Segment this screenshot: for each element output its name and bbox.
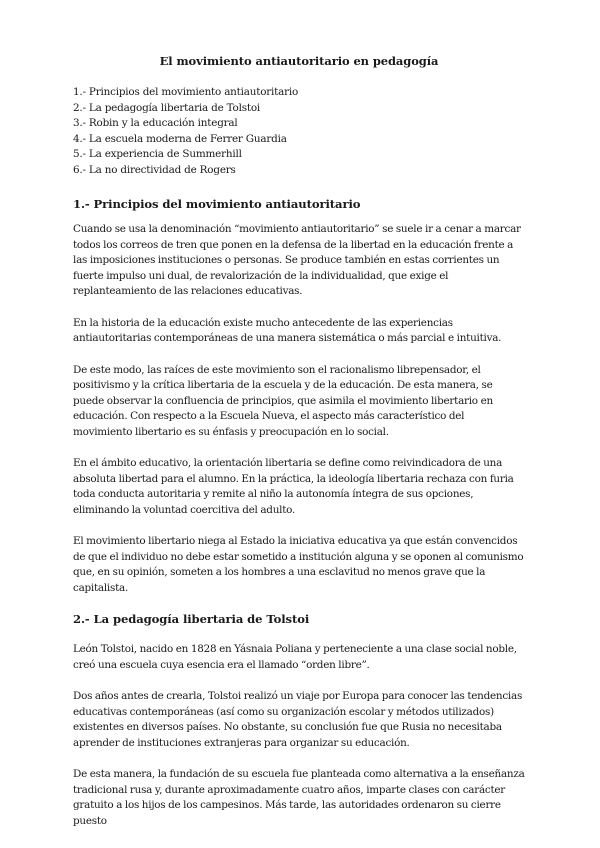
table-of-contents — [73, 85, 525, 178]
section-heading-principios: 1.- Principios del movimiento antiautoritario — [73, 197, 361, 211]
toc-item: 5.- La experiencia de Summerhill — [73, 148, 242, 160]
toc-item: 6.- La no directividad de Rogers — [73, 163, 236, 176]
paragraph: Cuando se usa la denominación “movimiento antiautoritario” se suele ir a cenar a marcar todos los correos de tren que ponen en la defensa de la libertad en la educación frente a las imposiciones instituciones o personas. Se produce también en estas corrientes un fuerte impulso uni dual, de revalorización de la individualidad, que exige el replanteamiento de las relaciones educativas. — [73, 223, 521, 297]
document-title: El movimiento antiautoritario en pedagogía — [159, 54, 439, 68]
paragraph: De esta manera, la fundación de su escuela fue planteada como alternativa a la enseñanza tradicional rusa y, durante aproximadamente cuatro años, imparte clases con carácter gratuito a los hijos de los campesinos. Más tarde, las autoridades ordenaron su cierre puesto — [73, 768, 525, 827]
paragraph: En el ámbito educativo, la orientación libertaria se define como reivindicadora de una absoluta libertad para el alumno. En la práctica, la ideología libertaria rechaza con furia toda conducta autoritaria y remite al niño la autonomía íntegra de sus opciones, eliminando la voluntad coercitiva del adulto. — [73, 457, 514, 516]
paragraph: Dos años antes de crearla, Tolstoi realizó un viaje por Europa para conocer las tendencias educativas contemporáneas (así como su organización escolar y métodos utilizados) existentes en diversos países. No obstante, su conclusión fue que Rusia no necesitaba aprender de instituciones extranjeras para organizar su educación. — [73, 690, 523, 749]
paragraph: León Tolstoi, nacido en 1828 en Yásnaia Poliana y perteneciente a una clase social noble, creó una escuela cuya esencia era el llamado “orden libre”. — [73, 643, 517, 671]
paragraph: En la historia de la educación existe mucho antecedente de las experiencias antiautoritarias contemporáneas de una manera sistemática o más parcial e intuitiva. — [73, 316, 502, 344]
toc-item: 3.- Robin y la educación integral — [73, 117, 238, 129]
toc-item: 4.- La escuela moderna de Ferrer Guardia — [73, 132, 287, 145]
paragraph: De este modo, las raíces de este movimiento son el racionalismo librepensador, el positivismo y la crítica libertaria de la escuela y de la educación. De esta manera, se puede observar la confluencia de principios, que asimila el movimiento libertario en educación. Con respecto a la Escuela Nueva, el aspecto más característico del movimiento libertario es su énfasis y preocupación en lo social. — [73, 363, 493, 438]
toc-item: 2.- La pedagogía libertaria de Tolstoi — [73, 101, 261, 114]
section-heading-tolstoi: 2.- La pedagogía libertaria de Tolstoi — [73, 612, 310, 626]
toc-item: 1.- Principios del movimiento antiautoritario — [73, 86, 299, 98]
paragraph: El movimiento libertario niega al Estado la iniciativa educativa ya que están convencidos de que el individuo no debe estar sometido a institución alguna y se oponen al comunismo que, en su opinión, someten a los hombres a una esclavitud no menos grave que la capitalista. — [73, 535, 524, 594]
document-page — [73, 53, 525, 845]
